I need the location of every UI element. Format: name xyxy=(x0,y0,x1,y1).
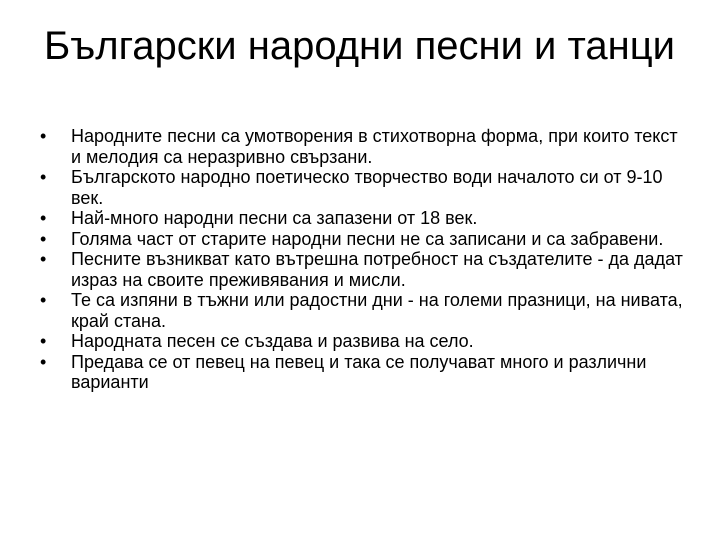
bullet-text: Българското народно поетическо творчество води началото си от 9-10 век. xyxy=(71,167,663,208)
bullet-point-icon: • xyxy=(40,228,47,249)
bullet-text: Народната песен се създава и развива на село. xyxy=(71,331,474,351)
bullet-item xyxy=(40,126,690,167)
bullet-item xyxy=(40,290,690,331)
bullet-point-icon: • xyxy=(40,167,47,187)
bullet-item xyxy=(40,331,690,352)
bullet-point-icon: • xyxy=(40,126,47,146)
bullet-point-icon: • xyxy=(40,249,47,269)
bullet-point-icon: • xyxy=(40,331,47,351)
bullet-item xyxy=(40,167,690,208)
bullet-item xyxy=(40,229,690,250)
bullet-text: Песните възникват като вътрешна потребност на създателите - да дадат израз на своите преживявания и мисли. xyxy=(71,249,683,290)
bullet-text: Голяма част от старите народни песни не са записани и са забравени. xyxy=(71,228,664,249)
bullet-item xyxy=(40,208,690,229)
bullet-point-icon: • xyxy=(40,290,47,310)
bullet-text: Най-много народни песни са запазени от 18 век. xyxy=(71,208,478,228)
bullet-text: Те са изпяни в тъжни или радостни дни - на големи празници, на нивата, край стана. xyxy=(71,290,683,331)
bullet-item xyxy=(40,249,690,290)
bullet-text: Народните песни са умотворения в стихотворна форма, при които текст и мелодия са неразривно свързани. xyxy=(71,126,678,167)
bullet-item xyxy=(40,352,690,393)
bullet-list xyxy=(40,126,690,393)
bullet-point-icon: • xyxy=(40,208,47,228)
slide-title: Български народни песни и танци xyxy=(44,24,675,68)
bullet-point-icon: • xyxy=(40,351,47,372)
bullet-text: Предава се от певец на певец и така се получават много и различни варианти xyxy=(71,351,647,392)
